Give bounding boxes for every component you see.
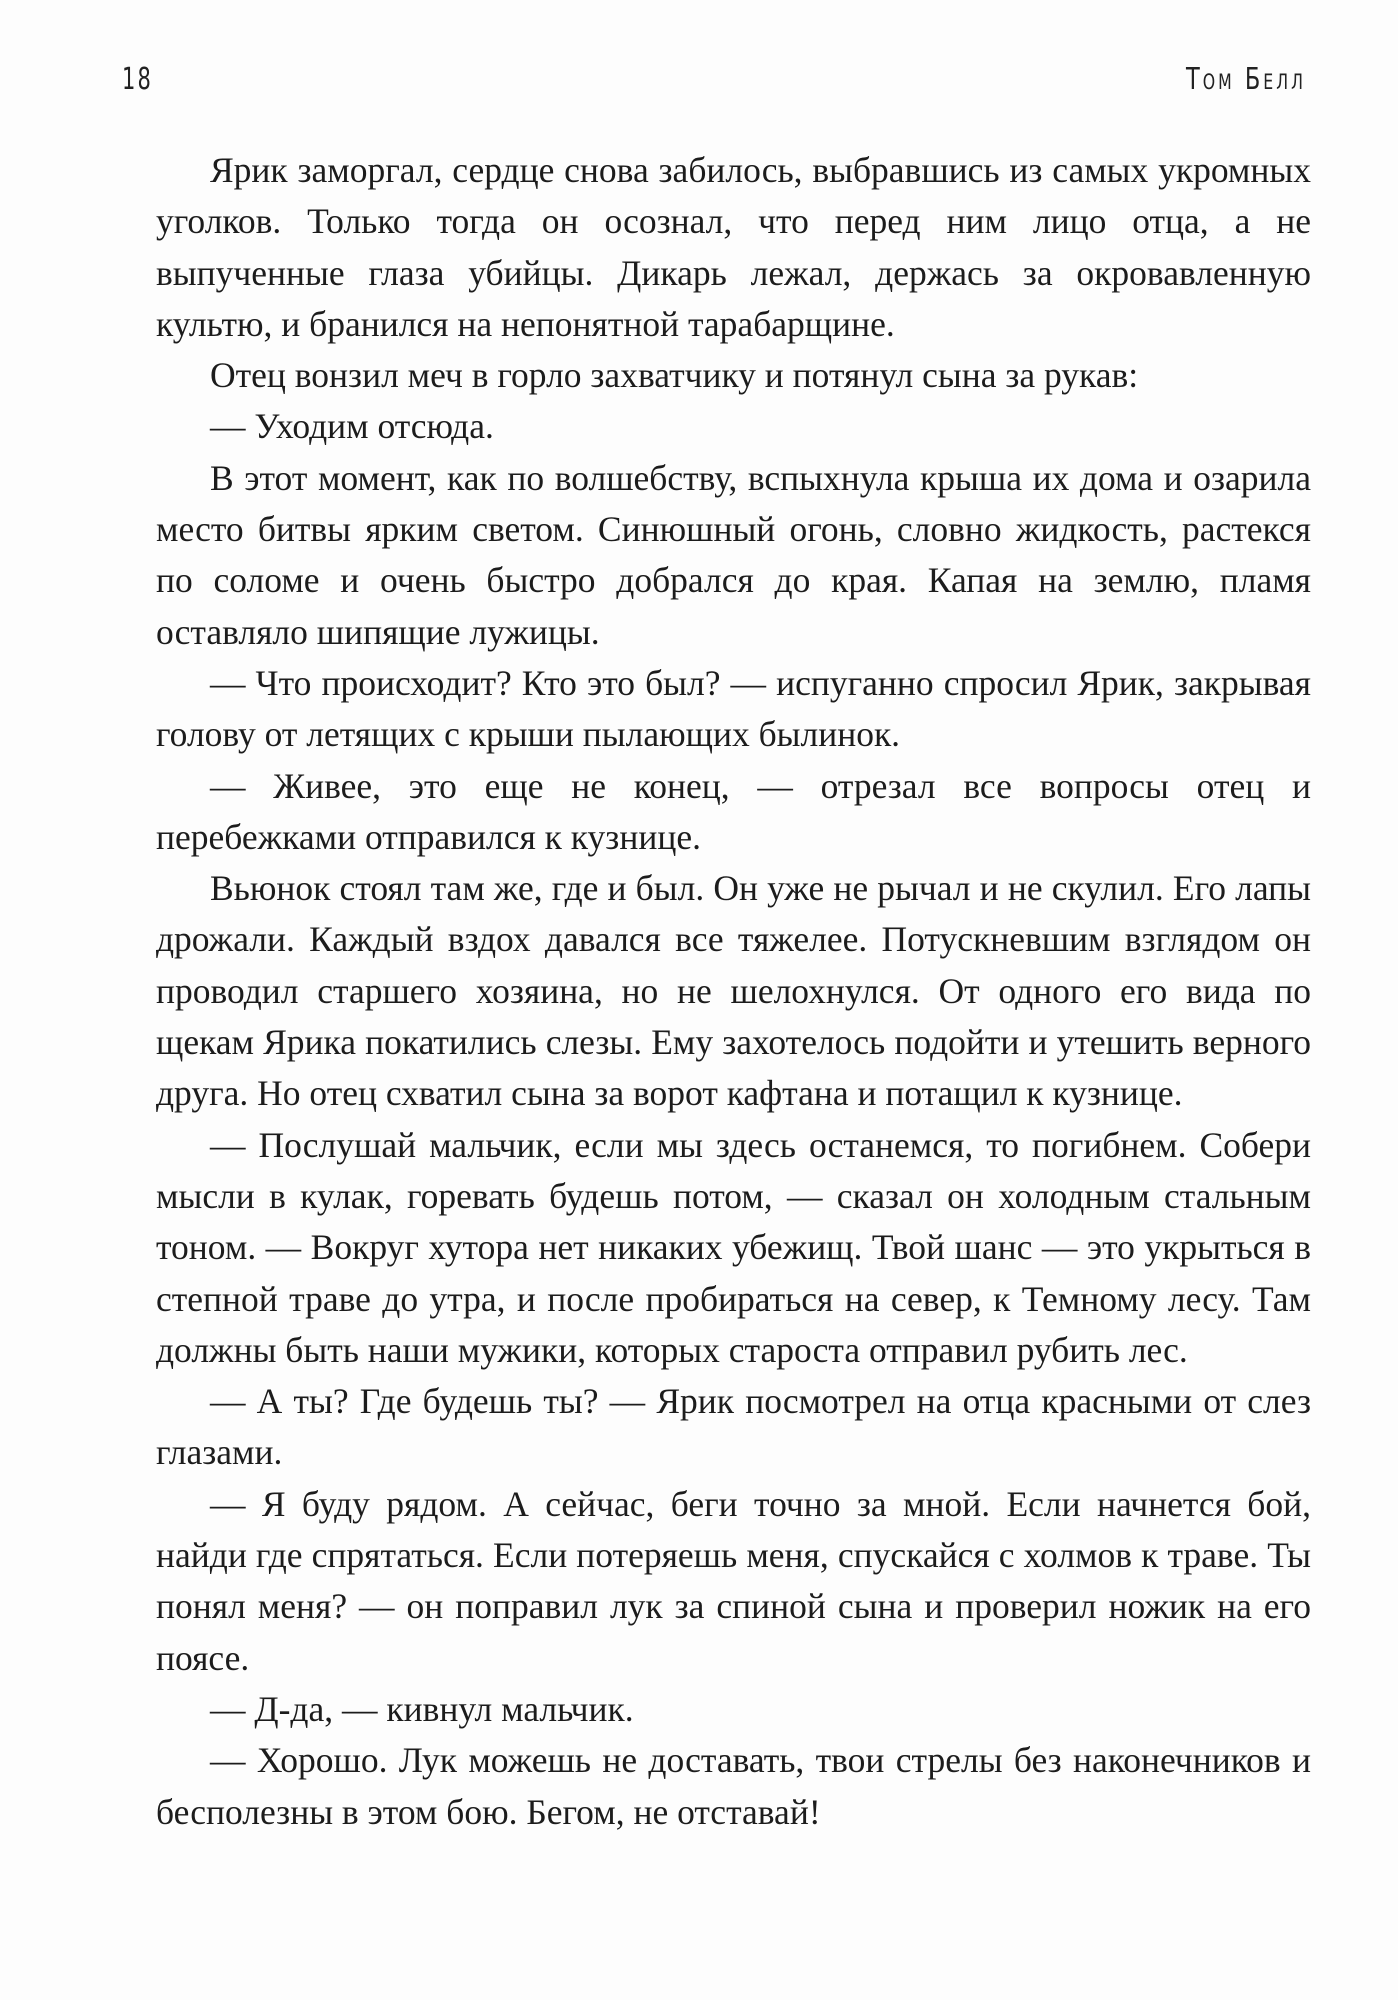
paragraph: — Я буду рядом. А сейчас, беги точно за мной. Если начнется бой, найди где спрятаться. Если потеряешь меня, спускайся с холмов к траве. Ты понял меня? — он поправил лук за спиной сына и проверил ножик на его поясе. [156, 1483, 1311, 1678]
paragraph: — А ты? Где будешь ты? — Ярик посмотрел на отца красными от слез глазами. [156, 1381, 1311, 1473]
running-head-author: Том Белл [1186, 62, 1306, 97]
paragraph: Вьюнок стоял там же, где и был. Он уже не рычал и не скулил. Его лапы дрожали. Каждый вздох давался все тяжелее. Потускневшим взглядом он проводил старшего хозяина, но не шелохнулся. От одного его вида по щекам Ярика покатились слезы. Ему захотелось подойти и утешить верного друга. Но отец схватил сына за ворот кафтана и потащил к кузнице. [156, 868, 1311, 1114]
page-number: 18 [122, 62, 153, 97]
paragraph: — Послушай мальчик, если мы здесь останемся, то погибнем. Собери мысли в кулак, горевать будешь потом, — сказал он холодным стальным тоном. — Вокруг хутора нет никаких убежищ. Твой шанс — это укрыться в степной траве до утра, и после пробираться на север, к Темному лесу. Там должны быть наши мужики, которых староста отправил рубить лес. [156, 1124, 1311, 1370]
paragraph: — Уходим отсюда. [210, 406, 494, 447]
paragraph: — Хорошо. Лук можешь не доставать, твои стрелы без наконечников и бесполезны в этом бою. Бегом, не отставай! [156, 1740, 1311, 1832]
page-header [122, 62, 1306, 112]
paragraph: Отец вонзил меч в горло захватчику и потянул сына за рукав: [210, 355, 1139, 396]
paragraph: Ярик заморгал, сердце снова забилось, выбравшись из самых укромных уголков. Только тогда он осознал, что перед ним лицо отца, а не выпученные глаза убийцы. Дикарь лежал, держась за окровавленную культю, и бранился на непонятной тарабарщине. [156, 150, 1311, 344]
paragraph: В этот момент, как по волшебству, вспыхнула крыша их дома и озарила место битвы ярким светом. Синюшный огонь, словно жидкость, растекся по соломе и очень быстро добрался до края. Капая на землю, пламя оставляло шипящие лужицы. [156, 457, 1311, 652]
paragraph: — Живее, это еще не конец, — отрезал все вопросы отец и перебежками отправился к кузнице. [156, 765, 1311, 857]
body-text [156, 145, 1311, 1838]
paragraph: — Что происходит? Кто это был? — испуганно спросил Ярик, закрывая голову от летящих с крыши пылающих былинок. [156, 662, 1311, 755]
paragraph: — Д-да, — кивнул мальчик. [210, 1688, 634, 1729]
